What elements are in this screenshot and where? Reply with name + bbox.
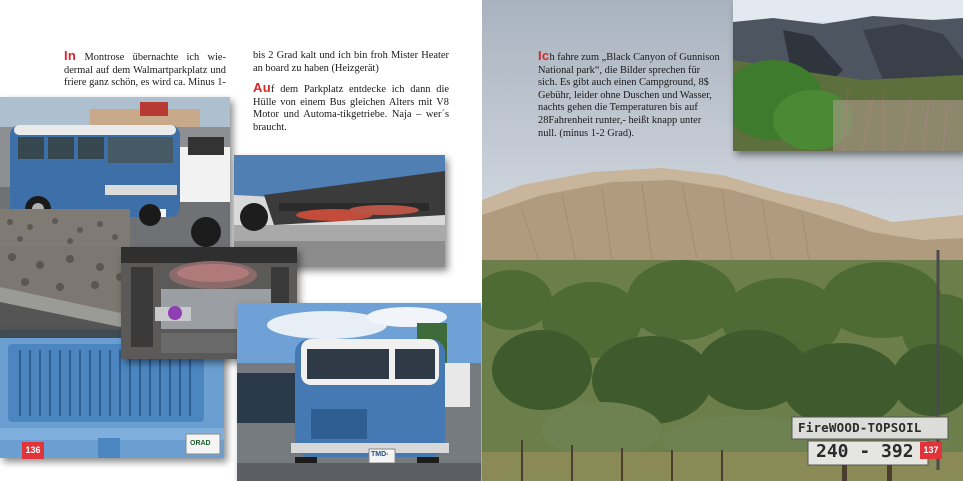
- paragraph-continued: bis 2 Grad kalt und ich bin froh Mister Heater an board zu haben (Heizgerät): [253, 50, 449, 74]
- dropcap-in: In: [64, 48, 77, 63]
- text-column-2: [253, 50, 449, 135]
- license-plate-grille: ORAD: [190, 440, 211, 447]
- text-column-1: [64, 50, 226, 90]
- dropcap-ich: Ic: [538, 48, 550, 63]
- photo-vw-bus-rear: [237, 303, 481, 481]
- photo-vw-bus-parking-lot: [0, 97, 230, 247]
- photo-gravel-curb: [0, 247, 130, 337]
- dropcap-auf: Au: [253, 80, 271, 96]
- paragraph-parkplatz: f dem Parkplatz entdecke ich dann die Hülle von einem Bus gleichen Alters mit V8 Motor und Automa-tikgetriebe. Naja – wer´s braucht.: [253, 84, 449, 133]
- license-plate-rear: TMD-: [371, 451, 389, 458]
- photo-black-canyon-inset: [733, 0, 963, 151]
- page-number-right: 137: [920, 442, 942, 459]
- firewood-sign-line1: FireWOOD-TOPSOIL: [798, 420, 922, 435]
- firewood-sign-line2: 240 - 392: [816, 441, 914, 462]
- paragraph-black-canyon: h fahre zum „Black Canyon of Gunnison National park“, die Bilder sprechen für sich. Es gibt auch einen Campground, 8$ Gebühr, leider ohne Duschen und Wasser, nachts gehen die Temperaturen bis auf 28Fahrenheit runter,- heißt knapp unter null. (minus 1-2 Grad).: [538, 52, 720, 139]
- page-number-left: 136: [22, 442, 44, 459]
- right-page: [482, 0, 963, 481]
- text-column-right: [538, 50, 720, 140]
- paragraph-montrose: Montrose übernachte ich wie-dermal auf dem Walmartparkplatz und friere ganz schön, es wird ca. Minus 1-: [64, 52, 226, 89]
